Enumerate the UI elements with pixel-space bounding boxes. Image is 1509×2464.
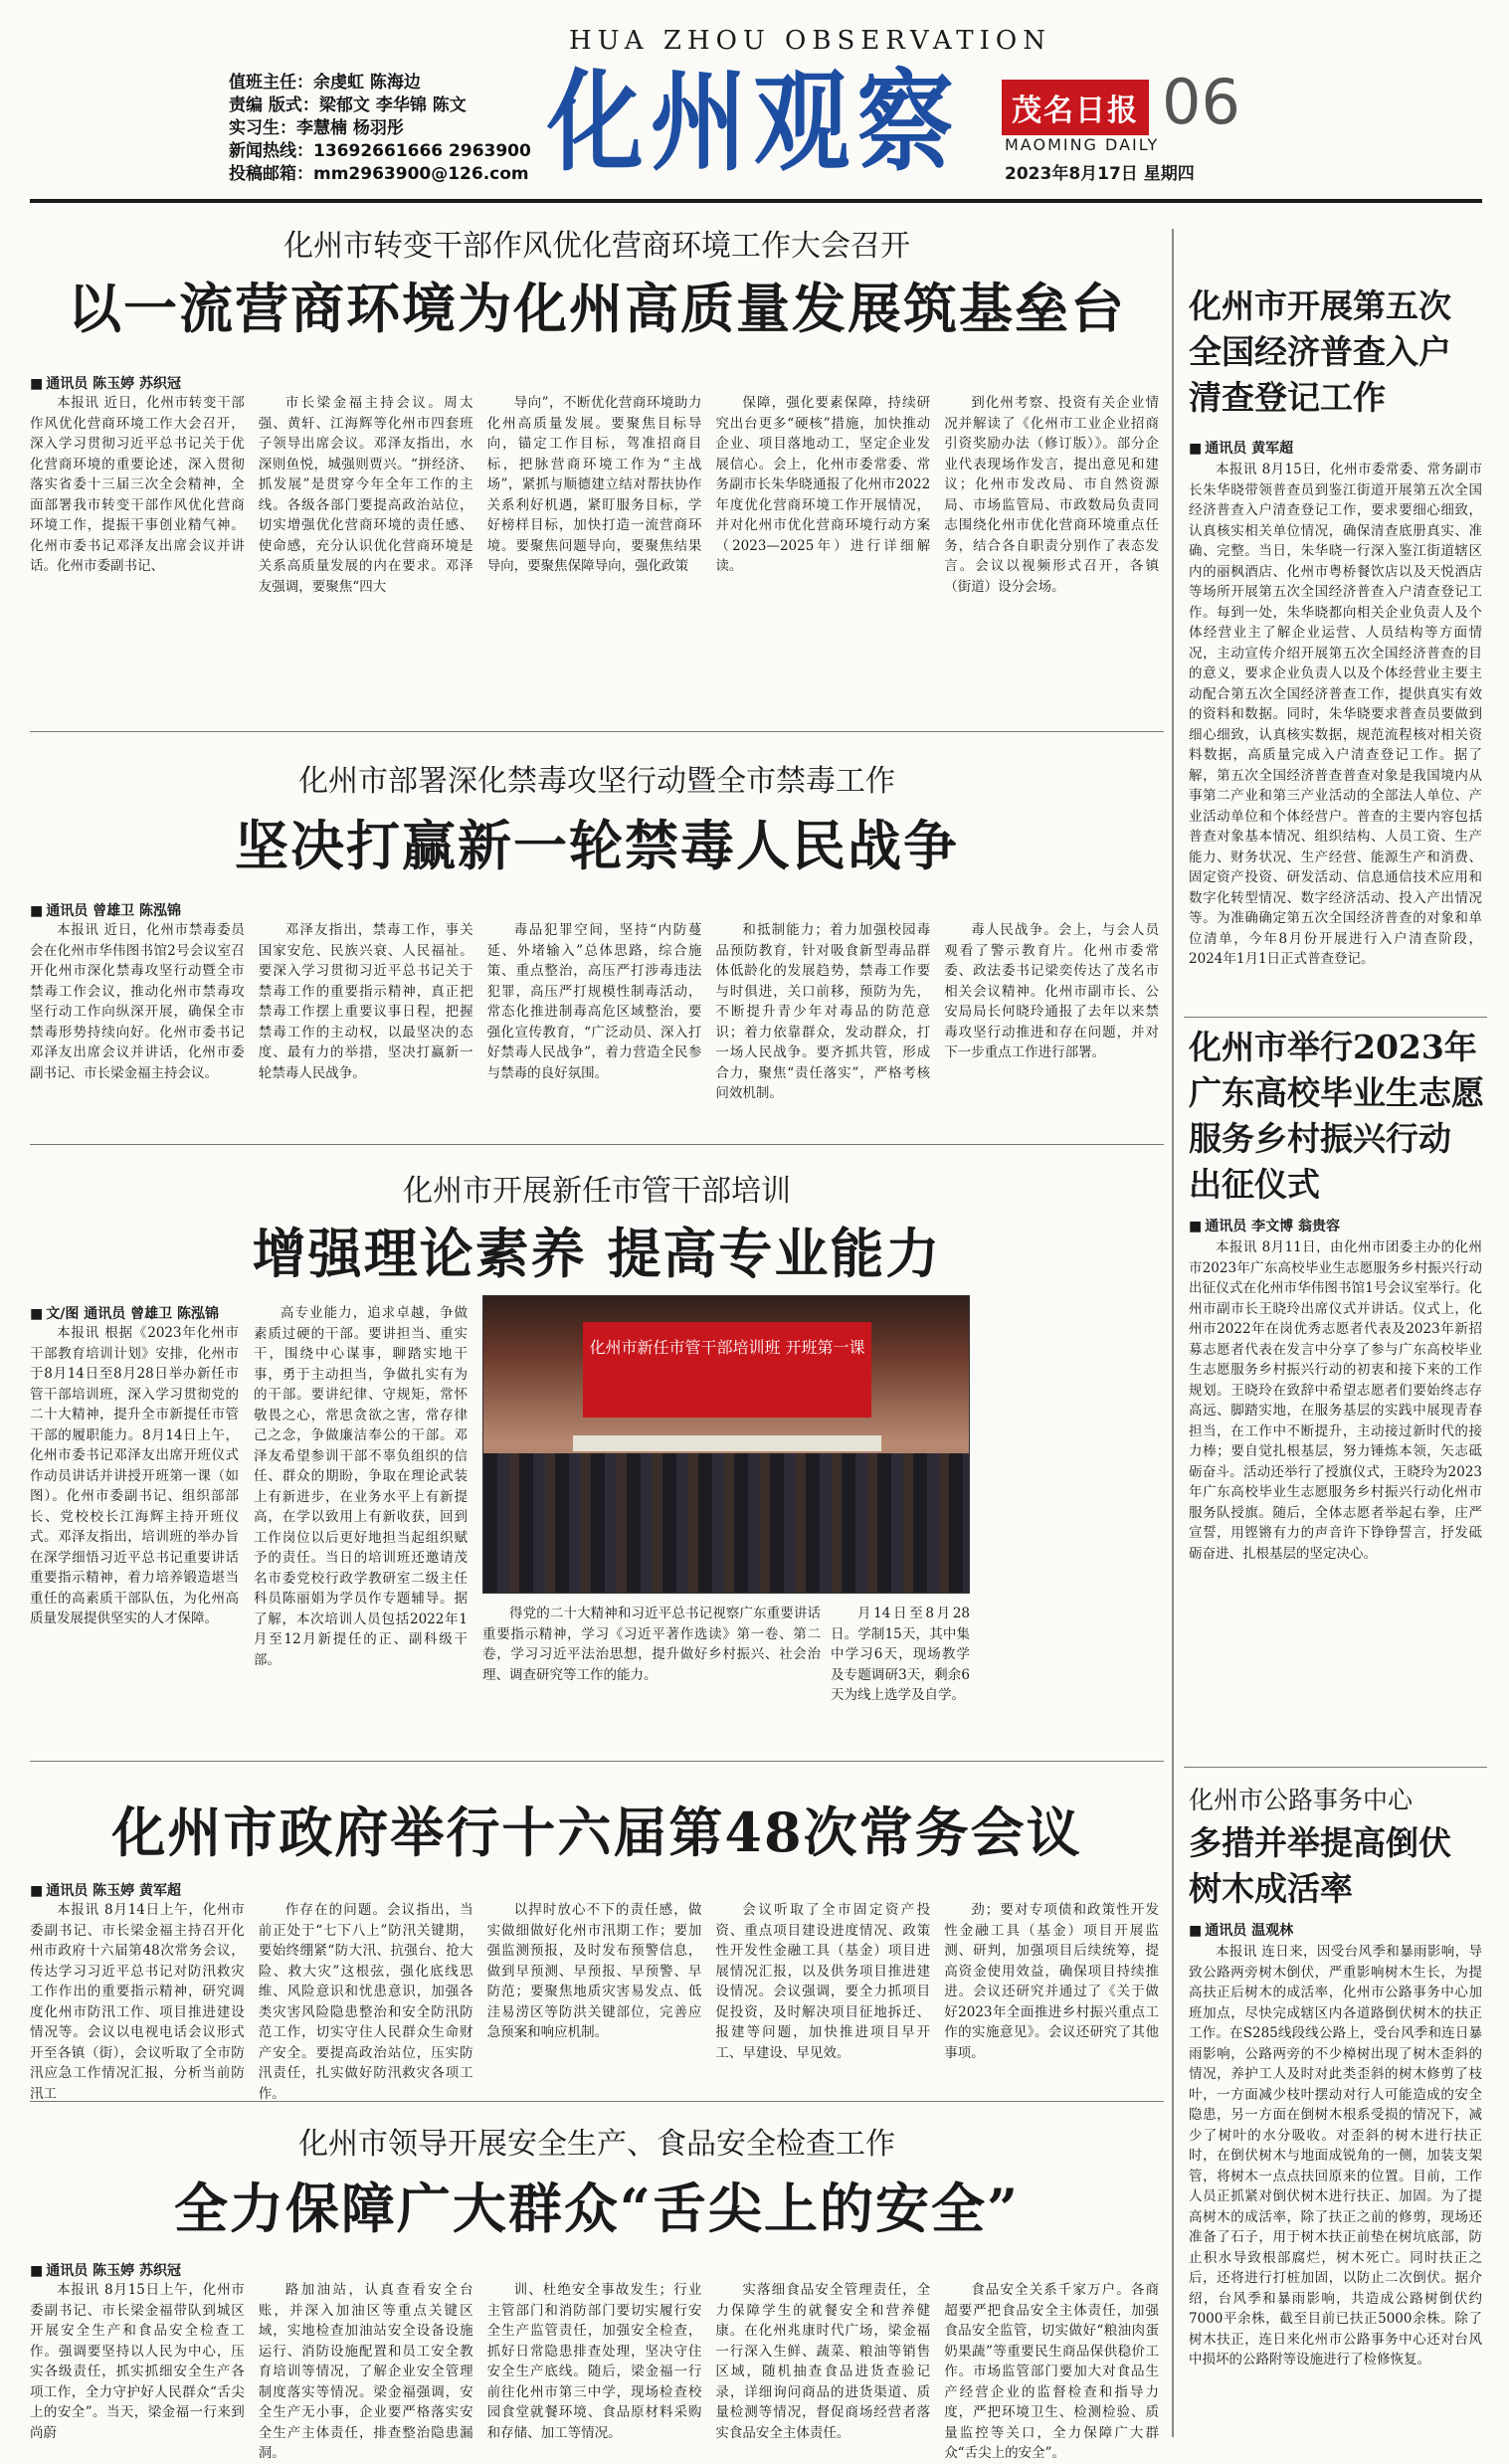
article-byline: ■ 通讯员 曾雄卫 陈泓锦 xyxy=(30,900,181,920)
section-title: 化州观察 xyxy=(547,59,961,186)
article-column: 食品安全关系千家万户。各商超要严把食品安全主体责任，加强食品安全监管，切实做好“粮油肉蛋奶果蔬”等重要民生商品保供稳价工作。市场监管部门要加大对食品生产经营企业的监督检查和指导力度，严把环境卫生、检测检验、质量监控等关口，全力保障广大群众“舌尖上的安全”。 xyxy=(944,2282,1159,2461)
article-headline: 全力保障广大群众“舌尖上的安全” xyxy=(173,2177,1021,2240)
article-column: 毒品犯罪空间，坚持“内防蔓延、外堵输入”总体思路，综合施策、重点整治，高压严打涉毒违法犯罪，高压严打规模性制毒活动，常态化推进制毒高危区域整治，要强化宣传教育，“广泛动员、深入打好禁毒人民战争”，着力营造全民参与禁毒的良好氛围。 xyxy=(486,922,702,1081)
photo-banner: 化州市新任市管干部培训班 开班第一课 xyxy=(583,1322,871,1418)
sidebar-kicker: 化州市公路事务中心 xyxy=(1189,1786,1414,1814)
article-headline: 增强理论素养 提高专业能力 xyxy=(252,1222,942,1285)
section-rule xyxy=(30,2101,1164,2102)
article-headline: 坚决打赢新一轮禁毒人民战争 xyxy=(235,814,959,877)
sidebar-byline: ■ 通讯员 李文博 翁贵容 xyxy=(1189,1216,1340,1235)
article-body xyxy=(30,393,1159,721)
sidebar-headline xyxy=(1189,1025,1487,1208)
article-column: 本报讯 近日，化州市禁毒委员会在化州市华伟图书馆2号会议室召开化州市深化禁毒攻坚行动暨全市禁毒工作会议，推动化州市禁毒攻坚行动工作向纵深开展，确保全市禁毒形势持续向好。化州市委书记邓泽友出席会议并讲话，化州市委副书记、市长梁金福主持会议。 xyxy=(30,922,245,1081)
article-column: 和抵制能力；着力加强校园毒品预防教育，针对吸食新型毒品群体低龄化的发展趋势，禁毒工作要与时俱进，关口前移，预防为先，不断提升青少年对毒品的防范意识；着力依靠群众，发动群众，打一场人民战争。要齐抓共管，形成合力，聚焦“责任落实”，严格考核问效机制。 xyxy=(715,922,931,1101)
column-divider xyxy=(1172,229,1174,2437)
sidebar-byline: ■ 通讯员 温观林 xyxy=(1189,1920,1293,1940)
article-column: 得党的二十大精神和习近平总书记视察广东重要讲话重要指示精神，学习《习近平著作选读》第一卷、第二卷，学习习近平法治思想，提升做好乡村振兴、社会治理、调查研究等工作的能力。 xyxy=(482,1606,821,1683)
article-kicker: 化州市开展新任市管干部培训 xyxy=(403,1174,791,1209)
article-byline: ■ 文/图 通讯员 曾雄卫 陈泓锦 xyxy=(30,1303,219,1323)
editor-credits xyxy=(229,72,531,186)
article-byline: ■ 通讯员 陈玉婷 苏织冠 xyxy=(30,2260,181,2280)
article-kicker: 化州市领导开展安全生产、食品安全检查工作 xyxy=(298,2127,895,2162)
article-kicker: 化州市部署深化禁毒攻坚行动暨全市禁毒工作 xyxy=(298,764,895,799)
sidebar-body: 本报讯 连日来，因受台风季和暴雨影响，导致公路两旁树木倒伏，严重影响树木生长，为提高扶正后树木的成活率，化州市公路事务中心加班加点，尽快完成辖区内各道路倒伏树木的扶正工作。在S285线段线公路上，受台风季和连日暴雨影响，公路两旁的不少樟树出现了树木歪斜的情况，养护工人及时对此类歪斜的树木修剪了枝叶，一方面减少枝叶摆动对行人可能造成的安全隐患，另一方面在倒树木根系受损的情况下，减少了树叶的水分吸收。对歪斜的树木进行扶正时，在倒伏树木与地面成锐角的一侧，加装支架管，将树木一点点扶回原来的位置。目前，工作人员正抓紧对倒伏树木进行扶正、加固。为了提高树木的成活率，除了扶正之前的修剪，现场还准备了石子，用于树木扶正前垫在树坑底部，防止积水导致根部腐烂，树木死亡。同时扶正之后，还将进行打桩加固，以防止二次倒伏。据介绍，台风季和暴雨影响，共造成公路树倒伏约7000平余株，截至目前已扶正5000余株。除了树木扶正，连日来化州市公路事务中心还对台风中损坏的公路附等设施进行了检修恢复。 xyxy=(1189,1944,1482,2368)
credit-line: 投稿邮箱：mm2963900@126.com xyxy=(229,164,529,184)
section-rule xyxy=(30,1144,1164,1145)
newspaper-english-name: MAOMING DAILY xyxy=(1005,135,1160,154)
sidebar-headline-line: 广东高校毕业生志愿 xyxy=(1189,1073,1484,1112)
section-english-title: HUA ZHOU OBSERVATION xyxy=(569,26,1051,56)
article-column: 高专业能力，追求卓越，争做素质过硬的干部。要讲担当、重实干，围绕中心谋事，聊踏实地干事，勇于主动担当，争做扎实有为的干部。要讲纪律、守规矩，常怀敬畏之心，常思贪欲之害，常存律己之念，争做廉洁奉公的干部。邓泽友希望参训干部不辜负组织的信任、群众的期盼，争取在理论武装上有新进步，在业务水平上有新提高，在学以致用上有新收获，回到工作岗位以后更好地担当起组织赋予的责任。当日的培训班还邀请茂名市委党校行政学教研室二级主任科员陈丽娟为学员作专题辅导。据了解，本次培训人员包括2022年1月至12月新提任的正、副科级干部。 xyxy=(254,1305,468,1668)
article-kicker: 化州市转变干部作风优化营商环境工作大会召开 xyxy=(283,229,910,264)
article-column: 市长梁金福主持会议。周太强、黄轩、江海辉等化州市四套班子领导出席会议。邓泽友指出，水深则鱼悦，城强则贾兴。“拼经济、抓发展”是贯穿今年全年工作的主线。各级各部门要提高政治站位，切实增强优化营商环境的责任感、使命感，充分认识优化营商环境是关系高质量发展的内在要求。邓泽友强调，要聚焦“四大 xyxy=(258,395,473,595)
article-column: 实落细食品安全管理责任，全力保障学生的就餐安全和营养健康。在化州兆康时代广场，梁金福一行深入生鲜、蔬菜、粮油等销售区域，随机抽查食品进货查验记录，详细询问商品的进货渠道、质量检测等情况，督促商场经营者落实食品安全主体责任。 xyxy=(715,2282,931,2441)
masthead-rule xyxy=(30,199,1482,203)
newspaper-logo: 茂名日报 xyxy=(1002,80,1149,135)
page-number: 06 xyxy=(1162,66,1240,138)
article-column: 劲；要对专项债和政策性开发性金融工具（基金）项目开展监测、研判，加强项目后续统筹，提高资金使用效益，确保项目持续推进。会议还研究并通过了《关于做好2023年全面推进乡村振兴重点工作的实施意见》。会议还研究了其他事项。 xyxy=(944,1902,1159,2061)
article-body xyxy=(30,1900,1159,2102)
sidebar-headline-line: 化州市开展第五次 xyxy=(1189,286,1451,325)
sidebar-headline-line: 化州市举行2023年 xyxy=(1189,1028,1477,1066)
audience-rows xyxy=(483,1453,969,1593)
credit-line: 值班主任：余虔虹 陈海边 xyxy=(229,73,421,93)
podium-table xyxy=(573,1435,881,1451)
sidebar-headline-line: 树木成活率 xyxy=(1189,1869,1353,1908)
article-column: 本报讯 近日，化州市转变干部作风优化营商环境工作大会召开，深入学习贯彻习近平总书记关于优化营商环境的重要论述，深入贯彻落实省委十三届三次全会精神，全面部署我市转变干部作风优化营商环境工作，提振干事创业精气神。化州市委书记邓泽友出席会议并讲话。化州市委副书记、 xyxy=(30,395,245,574)
article-column: 导向”，不断优化营商环境助力化州高质量发展。要聚焦目标导向，锚定工作目标，驾准招商目标，把脉营商环境工作为“主战场”，紧抓与顺德建立结对帮扶协作关系利好机遇，紧盯服务目标，学好榜样目标，加快打造一流营商环境。要聚焦问题导向，要聚焦结果导向，要聚焦保障导向，强化政策 xyxy=(486,395,702,574)
article-column: 到化州考察、投资有关企业情况并解读了《化州市工业企业招商引资奖励办法（修订版）》。部分企业代表现场作发言，提出意见和建议；化州市发改局、市自然资源局、市场监管局、市政数局负责同志围绕化州市优化营商环境重点任务，结合各自职责分别作了表态发言。会议以视频形式召开，各镇（街道）设分会场。 xyxy=(944,395,1159,595)
training-photo xyxy=(482,1295,970,1594)
section-rule xyxy=(30,731,1164,732)
article-column: 保障，强化要素保障，持续研究出台更多“硬核”措施，加快推动企业、项目落地动工，坚定企业发展信心。会上，化州市委常委、常务副市长朱华晓通报了化州市2022年度优化营商环境工作开展情况，并对化州市优化营商环境行动方案（2023—2025年）进行详细解读。 xyxy=(715,395,931,574)
sidebar-headline-line: 清查登记工作 xyxy=(1189,378,1386,417)
article-column: 月14日至8月28日。学制15天，其中集中学习6天，现场教学及专题调研3天，剩余6天为线上选学及自学。 xyxy=(831,1606,970,1703)
article-body xyxy=(30,2280,1159,2461)
section-rule xyxy=(30,1761,1164,1762)
sidebar-rule xyxy=(1184,1017,1487,1018)
article-column: 路加油站，认真查看安全台账，并深入加油区等重点关键区域，实地检查加油站安全设备设施运行、消防设施配置和员工安全教育培训等情况，了解企业安全管理制度落实等情况。梁金福强调，安全生产无小事，企业要严格落实安全生产主体责任，排查整治隐患漏洞。 xyxy=(258,2282,473,2461)
article-column: 本报讯 8月15日上午，化州市委副书记、市长梁金福带队到城区开展安全生产和食品安全检查工作。强调要坚持以人民为中心，压实各级责任，抓实抓细安全生产各项工作，全力守护好人民群众“舌尖上的安全”。当天，梁金福一行来到尚蔚 xyxy=(30,2282,245,2441)
sidebar-headline-line: 出征仪式 xyxy=(1189,1165,1320,1204)
credit-line: 新闻热线：13692661666 2963900 xyxy=(229,141,531,161)
article-column: 本报讯 8月14日上午，化州市委副书记、市长梁金福主持召开化州市政府十六届第48次常务会议，传达学习习近平总书记对防汛救灾工作作出的重要指示精神，研究调度化州市防汛工作、项目推进建设情况等。会议以电视电话会议形式开至各镇（街），会议听取了全市防汛应急工作情况汇报，分析当前防汛工 xyxy=(30,1902,245,2102)
credit-line: 实习生：李慧楠 杨羽彤 xyxy=(229,118,404,138)
sidebar-body: 本报讯 8月15日，化州市委常委、常务副市长朱华晓带领普查员到鉴江街道开展第五次全国经济普查入户清查登记工作，要求要细心细致，认真核实相关单位情况，确保清查底册真实、准确、完整。当日，朱华晓一行深入鉴江街道辖区内的丽枫酒店、化州市粤桥餐饮店以及天悦酒店等场所开展第五次全国经济普查入户清查登记工作。每到一处，朱华晓都向相关企业负责人及个体经营业主了解企业运营、人员结构等方面情况，主动宣传介绍开展第五次全国经济普查的目的意义，要求企业负责人以及个体经营业主要主动配合第五次全国经济普查工作，提供真实有效的资料和数据。同时，朱华晓要求普查员要做到细心细致，认真核实数据，规范流程核对相关资料数据，高质量完成入户清查登记工作。据了解，第五次全国经济普查普查对象是我国境内从事第二产业和第三产业活动的全部法人单位、产业活动单位和个体经营户。普查的主要内容包括普查对象基本情况、组织结构、人员工资、生产能力、财务状况、生产经营、能源生产和消费、固定资产投资、研发活动、信息通信技术应用和数字化转型情况、数字经济活动、投入产出情况等。为准确确定第五次全国经济普查的对象和单位清单，今年8月份开展进行入户清查阶段，2024年1月1日正式普查登记。 xyxy=(1189,462,1482,967)
article-column: 会议听取了全市固定资产投资、重点项目建设进度情况、政策性开发性金融工具（基金）项目进展情况汇报，以及供务项目推进建设情况。会议强调，要全力抓项目促投资，及时解决项目征地拆迁、报建等问题，加快推进项目早开工、早建设、早见效。 xyxy=(715,1902,931,2061)
article-byline: ■ 通讯员 陈玉婷 黄军超 xyxy=(30,1880,181,1900)
article-headline: 化州市政府举行十六届第48次常务会议 xyxy=(111,1801,1082,1864)
sidebar-headline xyxy=(1189,284,1487,421)
sidebar-headline xyxy=(1189,1820,1487,1912)
sidebar-headline-line: 多措并举提高倒伏 xyxy=(1189,1823,1451,1862)
sidebar-rule xyxy=(1184,1767,1487,1768)
sidebar-headline-line: 全国经济普查入户 xyxy=(1189,332,1451,371)
sidebar-headline-line: 服务乡村振兴行动 xyxy=(1189,1119,1451,1158)
article-column: 作存在的问题。会议指出，当前正处于“七下八上”防汛关键期，要始终绷紧“防大汛、抗强台、抢大险、救大灾”这根弦，强化底线思维、风险意识和忧患意识，加强各类灾害风险隐患整治和安全防汛防范工作，切实守住人民群众生命财产安全。要提高政治站位，压实防汛责任，扎实做好防汛救灾各项工作。 xyxy=(258,1902,473,2102)
article-body xyxy=(30,920,1159,1134)
sidebar-body: 本报讯 8月11日，由化州市团委主办的化州市2023年广东高校毕业生志愿服务乡村振兴行动出征仪式在化州市华伟图书馆1号会议室举行。化州市副市长王晓玲出席仪式并讲话。仪式上，化州市2022年在岗优秀志愿者代表及2023年新招募志愿者代表在发言中分享了参与广东高校毕业生志愿服务乡村振兴行动的初衷和接下来的工作规划。王晓玲在致辞中希望志愿者们要始终志存高远、脚踏实地，在服务基层的实践中展现青春担当，在工作中不断提升，主动接过新时代的接力棒；要自觉扎根基层，努力锤炼本领，矢志砥砺奋斗。活动还举行了授旗仪式，王晓玲为2023年广东高校毕业生志愿服务乡村振兴行动化州市服务队授旗。随后，全体志愿者举起右拳，庄严宣誓，用铿锵有力的声音许下铮铮誓言，抒发砥砺奋进、扎根基层的坚定决心。 xyxy=(1189,1239,1482,1562)
credit-line: 责编 版式：梁郁文 李华锦 陈文 xyxy=(229,95,467,115)
article-headline: 以一流营商环境为化州高质量发展筑基垒台 xyxy=(68,277,1126,340)
article-column: 毒人民战争。会上，与会人员观看了警示教育片。化州市委常委、政法委书记梁奕传达了茂名市相关会议精神。化州市副市长、公安局局长何晓玲通报了去年以来禁毒攻坚行动推进和存在问题，并对下一步重点工作进行部署。 xyxy=(944,922,1159,1060)
article-column: 训、杜绝安全事故发生；行业主管部门和消防部门要切实履行安全生产监管责任，加强安全检查，抓好日常隐患排查处理，坚决守住安全生产底线。随后，梁金福一行前往化州市第三中学，现场检查校园食堂就餐环境、食品原材料采购和存储、加工等情况。 xyxy=(486,2282,702,2441)
article-column: 本报讯 根据《2023年化州市干部教育培训计划》安排，化州市于8月14日至8月28日举办新任市管干部培训班，深入学习贯彻党的二十大精神，提升全市新提任市管干部的履职能力。8月14日上午，化州市委书记邓泽友出席开班仪式作动员讲话并讲授开班第一课（如图）。化州市委副书记、组织部部长、党校校长江海辉主持开班仪式。邓泽友指出，培训班的举办旨在深学细悟习近平总书记重要讲话重要指示精神，着力培养锻造堪当重任的高素质干部队伍，为化州高质量发展提供坚实的人才保障。 xyxy=(30,1325,239,1626)
article-column: 邓泽友指出，禁毒工作，事关国家安危、民族兴衰、人民福祉。要深入学习贯彻习近平总书记关于禁毒工作的重要指示精神，真正把禁毒工作摆上重要议事日程，把握禁毒工作的主动权，以最坚决的态度、最有力的举措，坚决打赢新一轮禁毒人民战争。 xyxy=(258,922,473,1081)
sidebar-byline: ■ 通讯员 黄军超 xyxy=(1189,438,1293,458)
article-byline: ■ 通讯员 陈玉婷 苏织冠 xyxy=(30,373,181,393)
publication-date: 2023年8月17日 星期四 xyxy=(1005,164,1195,184)
article-column: 以捍时放心不下的责任感，做实做细做好化州市汛期工作；要加强监测预报，及时发布预警信息，做到早预测、早预报、早预警、早防范；要聚焦地质灾害易发点、低洼易涝区等防洪关键部位，完善应急预案和响应机制。 xyxy=(486,1902,702,2040)
